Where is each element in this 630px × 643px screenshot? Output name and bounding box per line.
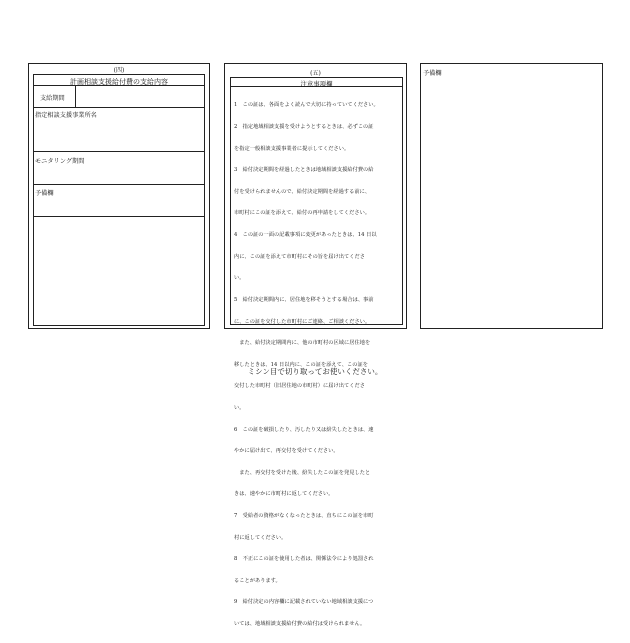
note-line: 3 給付決定期間を経過したときは地域相談支援給付費の給 — [234, 167, 374, 174]
row-spare — [34, 185, 204, 217]
note-line: 8 不正にこの証を使用した者は、関係法令により処罰され — [234, 556, 374, 563]
panel-number: (四) — [113, 67, 125, 74]
spare-label: 予備欄 — [35, 190, 54, 197]
note-line: 移したときは、14 日以内に、この証を添えて、この証を — [234, 361, 368, 368]
note-line: きは、速やかに市町村に返してください。 — [234, 491, 334, 498]
panel-number: (五) — [310, 70, 321, 77]
note-line: 4 この証の一面の記載事項に変更があったときは、14 日以 — [234, 232, 377, 239]
note-line: いては、地域相談支援給付費の給付は受けられません。 — [234, 621, 366, 628]
note-line: 9 給付決定の内容欄に記載されていない地域相談支援につ — [234, 599, 374, 606]
note-line: 村に返してください。 — [234, 534, 287, 541]
row-provider-name — [34, 108, 204, 152]
note-line: い。 — [234, 404, 245, 411]
support-content-table — [33, 74, 205, 326]
row-monitoring-period — [34, 152, 204, 185]
payment-period-label-cell — [34, 86, 76, 107]
note-line: ることがあります。 — [234, 577, 281, 584]
note-line: また、再交付を受けた後、紛失したこの証を発見したと — [234, 469, 371, 476]
note-line: 1 この証は、各面をよく読んで大切に持っていてください。 — [234, 102, 379, 109]
table-title: 計画相談支援給付費の支給内容 — [70, 77, 168, 86]
notes-title: 注意事項欄 — [300, 79, 333, 88]
panel-spare — [420, 63, 603, 329]
note-line: 市町村にこの証を添えて、給付の再申請をしてください。 — [234, 210, 371, 217]
cut-instruction: ミシン目で切り取ってお使いください。 — [247, 367, 383, 376]
note-line: 交付した市町村（旧居住地の市町村）に届け出てくださ — [234, 383, 365, 390]
table-title-row — [34, 75, 204, 86]
spare-panel-label: 予備欄 — [423, 70, 442, 77]
note-line: 内に、この証を添えて市町村にその旨を届け出てくださ — [234, 253, 365, 260]
provider-name-label: 指定相談支援事業所名 — [35, 112, 97, 119]
note-line: を指定一般相談支援事業者に提示してください。 — [234, 145, 350, 152]
note-line: 2 指定地域相談支援を受けようとするときは、必ずこの証 — [234, 124, 374, 131]
note-line: い。 — [234, 275, 245, 282]
row-payment-period — [34, 86, 204, 108]
note-line: やかに届け出て、再交付を受けてください。 — [234, 448, 339, 455]
panel-support-content — [28, 63, 210, 329]
notes-title-row — [231, 78, 402, 87]
note-line: に、この証を交付した市町村にご連絡、ご相談ください。 — [234, 318, 371, 325]
monitoring-period-label: モニタリング期間 — [35, 158, 85, 165]
note-line: 7 受給者の資格がなくなったときは、直ちにこの証を市町 — [234, 512, 374, 519]
note-line: また、給付決定期間内に、他の市町村の区域に居住地を — [234, 340, 371, 347]
note-line: 付を受けられませんので、給付決定期間を経過する前に、 — [234, 188, 371, 195]
note-line: 6 この証を破損したり、汚したり又は紛失したときは、速 — [234, 426, 374, 433]
payment-period-label: 支給期間 — [40, 95, 65, 102]
note-line: 5 給付決定期間内に、居住地を移そうとする場合は、事前 — [234, 296, 374, 303]
